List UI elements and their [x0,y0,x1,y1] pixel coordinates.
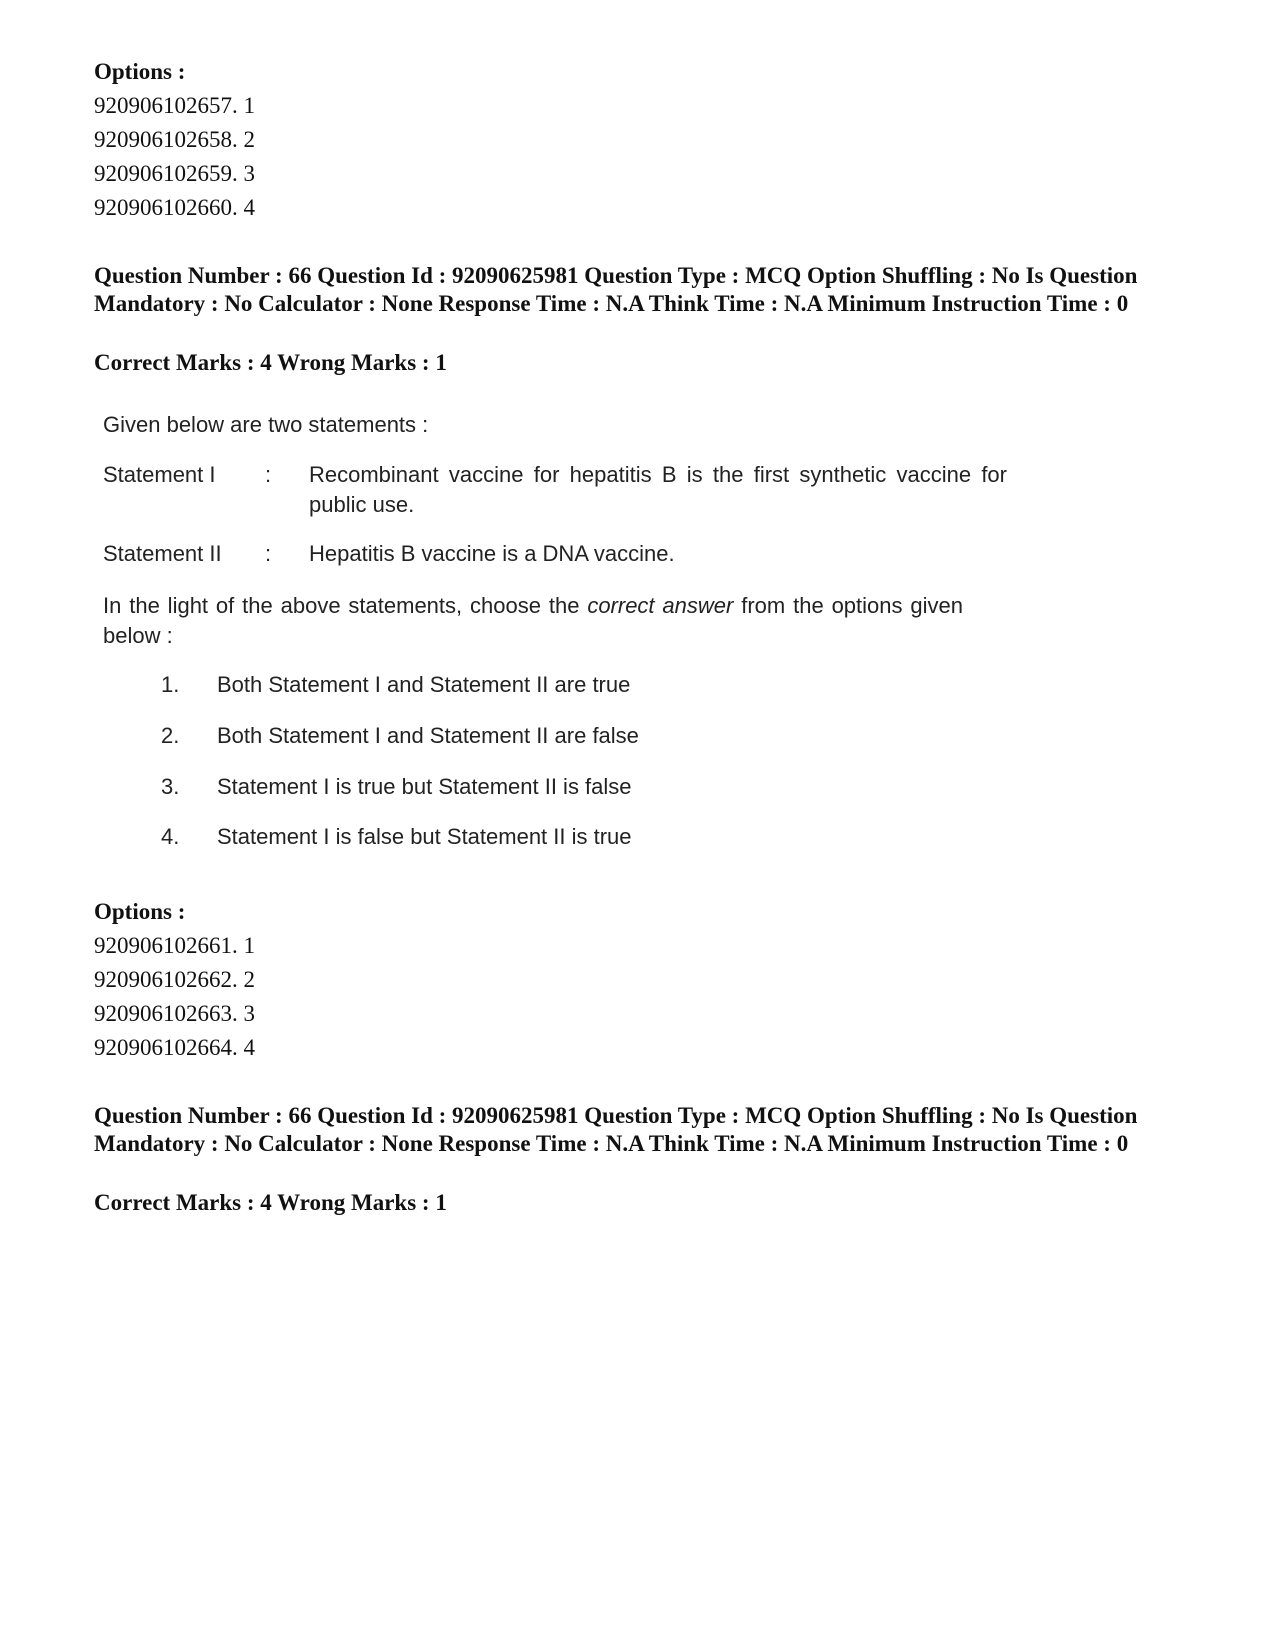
statement-1 [103,460,1013,522]
option-item: 920906102662. 2 [94,967,255,992]
next-question-marks: Correct Marks : 4 Wrong Marks : 1 [94,1190,447,1215]
instruction-text: In the light of the above statements, choose the [103,593,588,618]
choice-text: Statement I is true but Statement II is false [217,774,632,799]
options-list [94,929,255,1065]
statement-text: Recombinant vaccine for hepatitis B is the first synthetic vaccine for public use. [309,462,1007,517]
next-question-meta: Question Number : 66 Question Id : 92090625981 Question Type : MCQ Option Shuffling : No Is Question Mandatory : No Calculator : None Response Time : N.A Think Time : N.A Minimum Instruction Time : 0 [94,1103,1138,1156]
choice-number: 3. [161,774,180,799]
statement-label: Statement I [103,462,216,487]
choice-text: Statement I is false but Statement II is true [217,824,632,849]
instruction-emphasis: correct answer [587,593,734,618]
option-item: 920906102658. 2 [94,127,255,152]
question-intro: Given below are two statements : [103,412,429,437]
options-heading: Options : [94,899,186,924]
top-options-block [94,58,255,225]
choice-item [161,822,861,852]
bottom-options-block [94,898,255,1065]
option-item: 920906102660. 4 [94,195,255,220]
choice-item [161,721,861,751]
option-item: 920906102664. 4 [94,1035,255,1060]
option-item: 920906102659. 3 [94,161,255,186]
statement-colon: : [265,541,272,566]
choice-number: 4. [161,824,180,849]
choice-item [161,670,861,700]
question-meta: Question Number : 66 Question Id : 92090625981 Question Type : MCQ Option Shuffling : No Is Question Mandatory : No Calculator : None Response Time : N.A Think Time : N.A Minimum Instruction Time : 0 [94,263,1138,316]
question-marks: Correct Marks : 4 Wrong Marks : 1 [94,350,447,375]
options-heading: Options : [94,59,186,84]
question-content [103,410,1013,870]
choice-number: 1. [161,672,180,697]
option-item: 920906102663. 3 [94,1001,255,1026]
options-list [94,89,255,225]
choice-item [161,772,861,802]
choice-text: Both Statement I and Statement II are true [217,672,631,697]
choice-text: Both Statement I and Statement II are false [217,723,639,748]
question-instruction [103,591,963,651]
option-item: 920906102661. 1 [94,933,255,958]
instruction-text: from the options given below : [103,593,963,648]
option-item: 920906102657. 1 [94,93,255,118]
statement-text: Hepatitis B vaccine is a DNA vaccine. [309,541,675,566]
statement-2 [103,539,1013,571]
statement-colon: : [265,462,272,487]
statement-label: Statement II [103,541,222,566]
choice-number: 2. [161,723,180,748]
